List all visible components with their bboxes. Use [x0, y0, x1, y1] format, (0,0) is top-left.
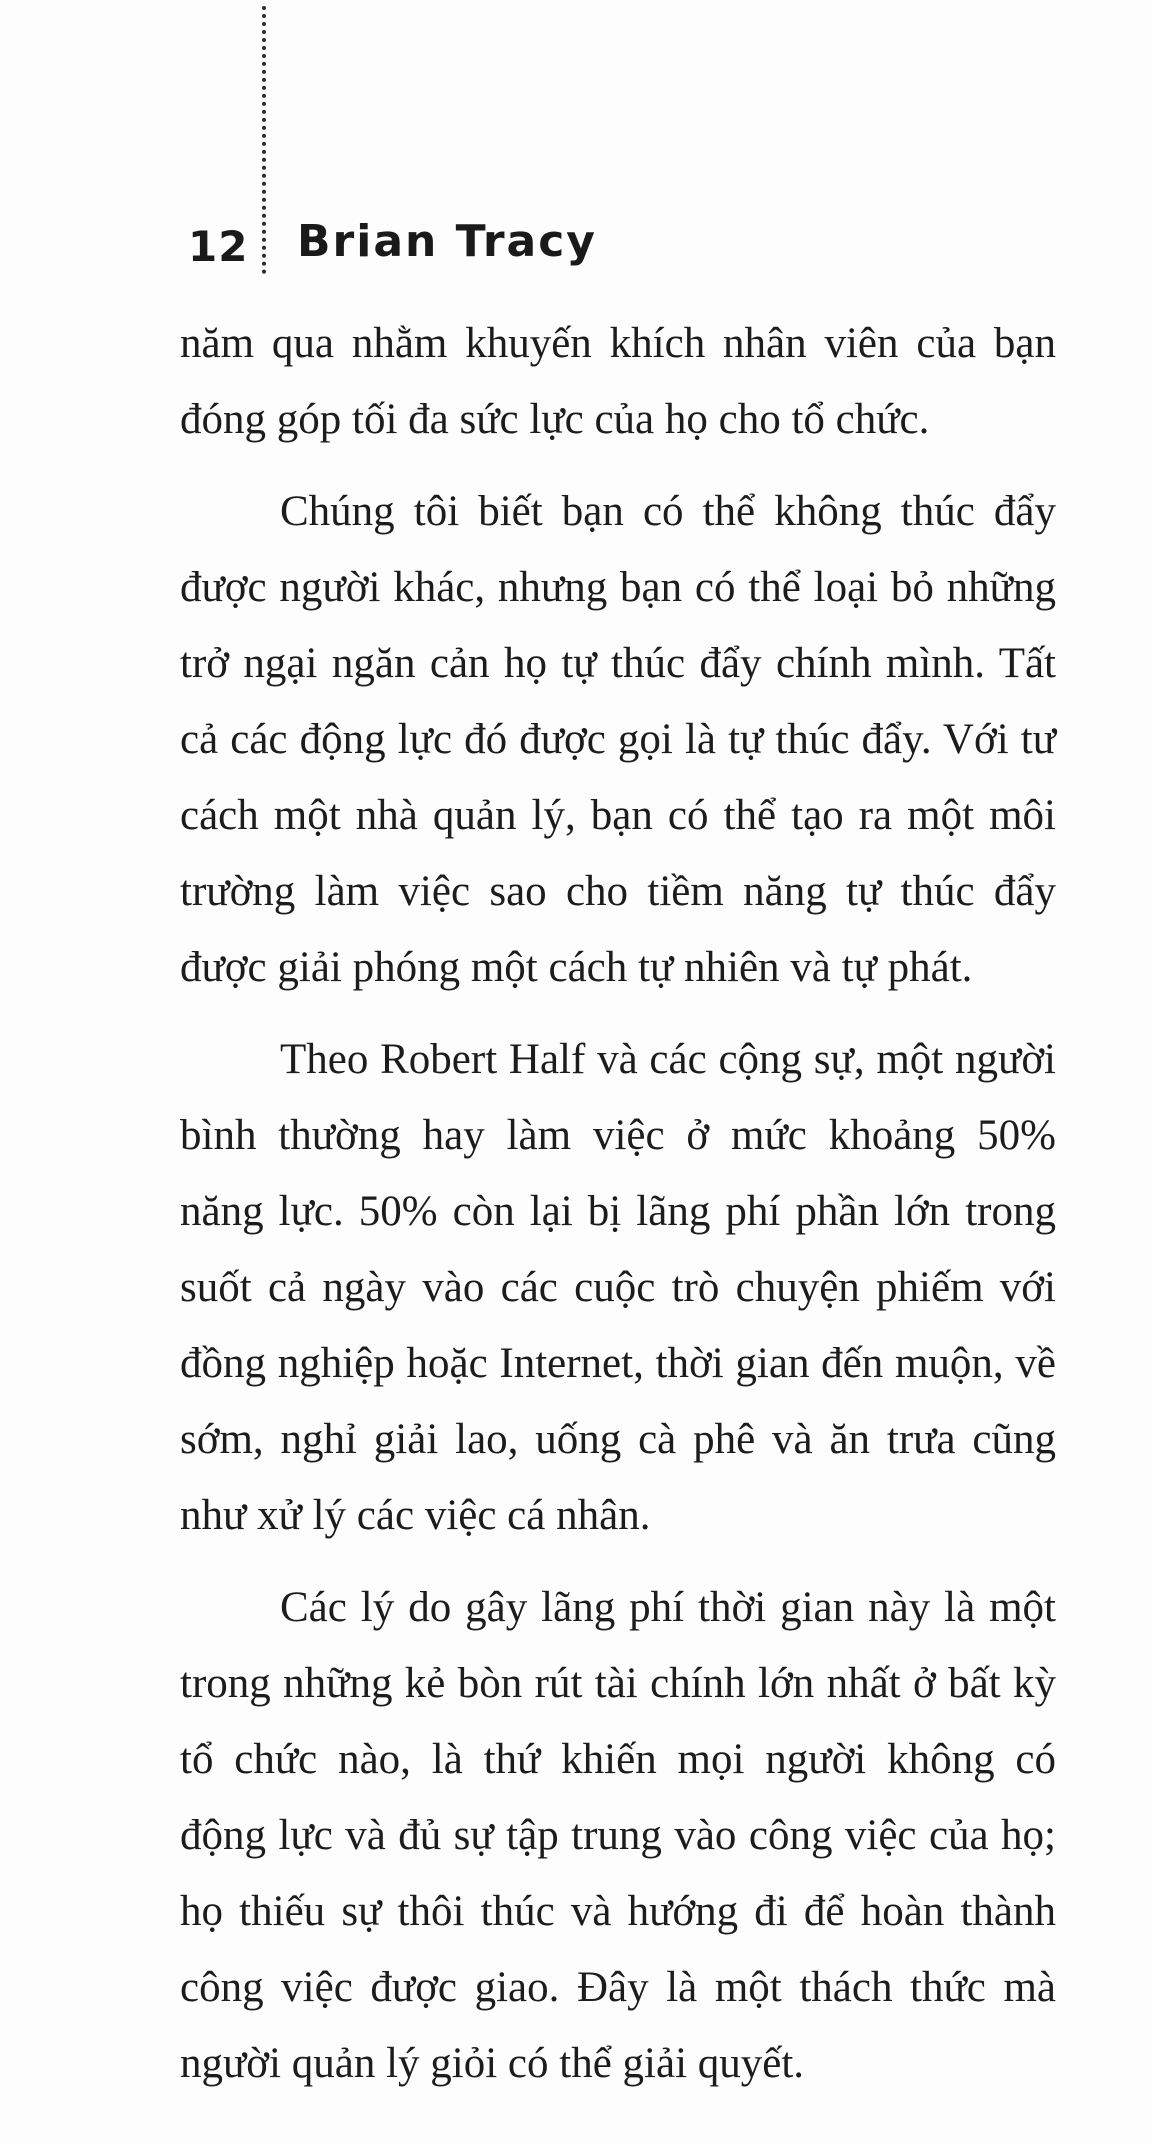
paragraph: Các lý do gây lãng phí thời gian này là một trong những kẻ bòn rút tài chính lớn nhất ở bất kỳ tổ chức nào, là thứ khiến mọi người không có động lực và đủ sự tập trung vào công việc của họ; họ thiếu sự thôi thúc và hướng đi để hoàn thành công việc được giao. Đây là một thách thức mà người quản lý giỏi có thể giải quyết.	[180, 1584, 1056, 2087]
running-head	[188, 0, 888, 280]
paragraph: Theo Robert Half và các cộng sự, một người bình thường hay làm việc ở mức khoảng 50% năng lực. 50% còn lại bị lãng phí phần lớn trong suốt cả ngày vào các cuộc trò chuyện phiếm với đồng nghiệp hoặc Internet, thời gian đến muộn, về sớm, nghỉ giải lao, uống cà phê và ăn trưa cũng như xử lý các việc cá nhân.	[180, 1036, 1056, 1539]
paragraph: Chúng tôi biết bạn có thể không thúc đẩy được người khác, nhưng bạn có thể loại bỏ những trở ngại ngăn cản họ tự thúc đẩy chính mình. Tất cả các động lực đó được gọi là tự thúc đẩy. Với tư cách một nhà quản lý, bạn có thể tạo ra một môi trường làm việc sao cho tiềm năng tự thúc đẩy được giải phóng một cách tự nhiên và tự phát.	[180, 488, 1056, 991]
paragraph-continued: năm qua nhằm khuyến khích nhân viên của bạn đóng góp tối đa sức lực của họ cho tổ chức.	[180, 320, 1056, 443]
page-number: 12	[188, 222, 249, 271]
body-text	[180, 306, 1056, 2118]
dotted-divider	[262, 6, 266, 274]
running-head-author: Brian Tracy	[297, 216, 597, 267]
